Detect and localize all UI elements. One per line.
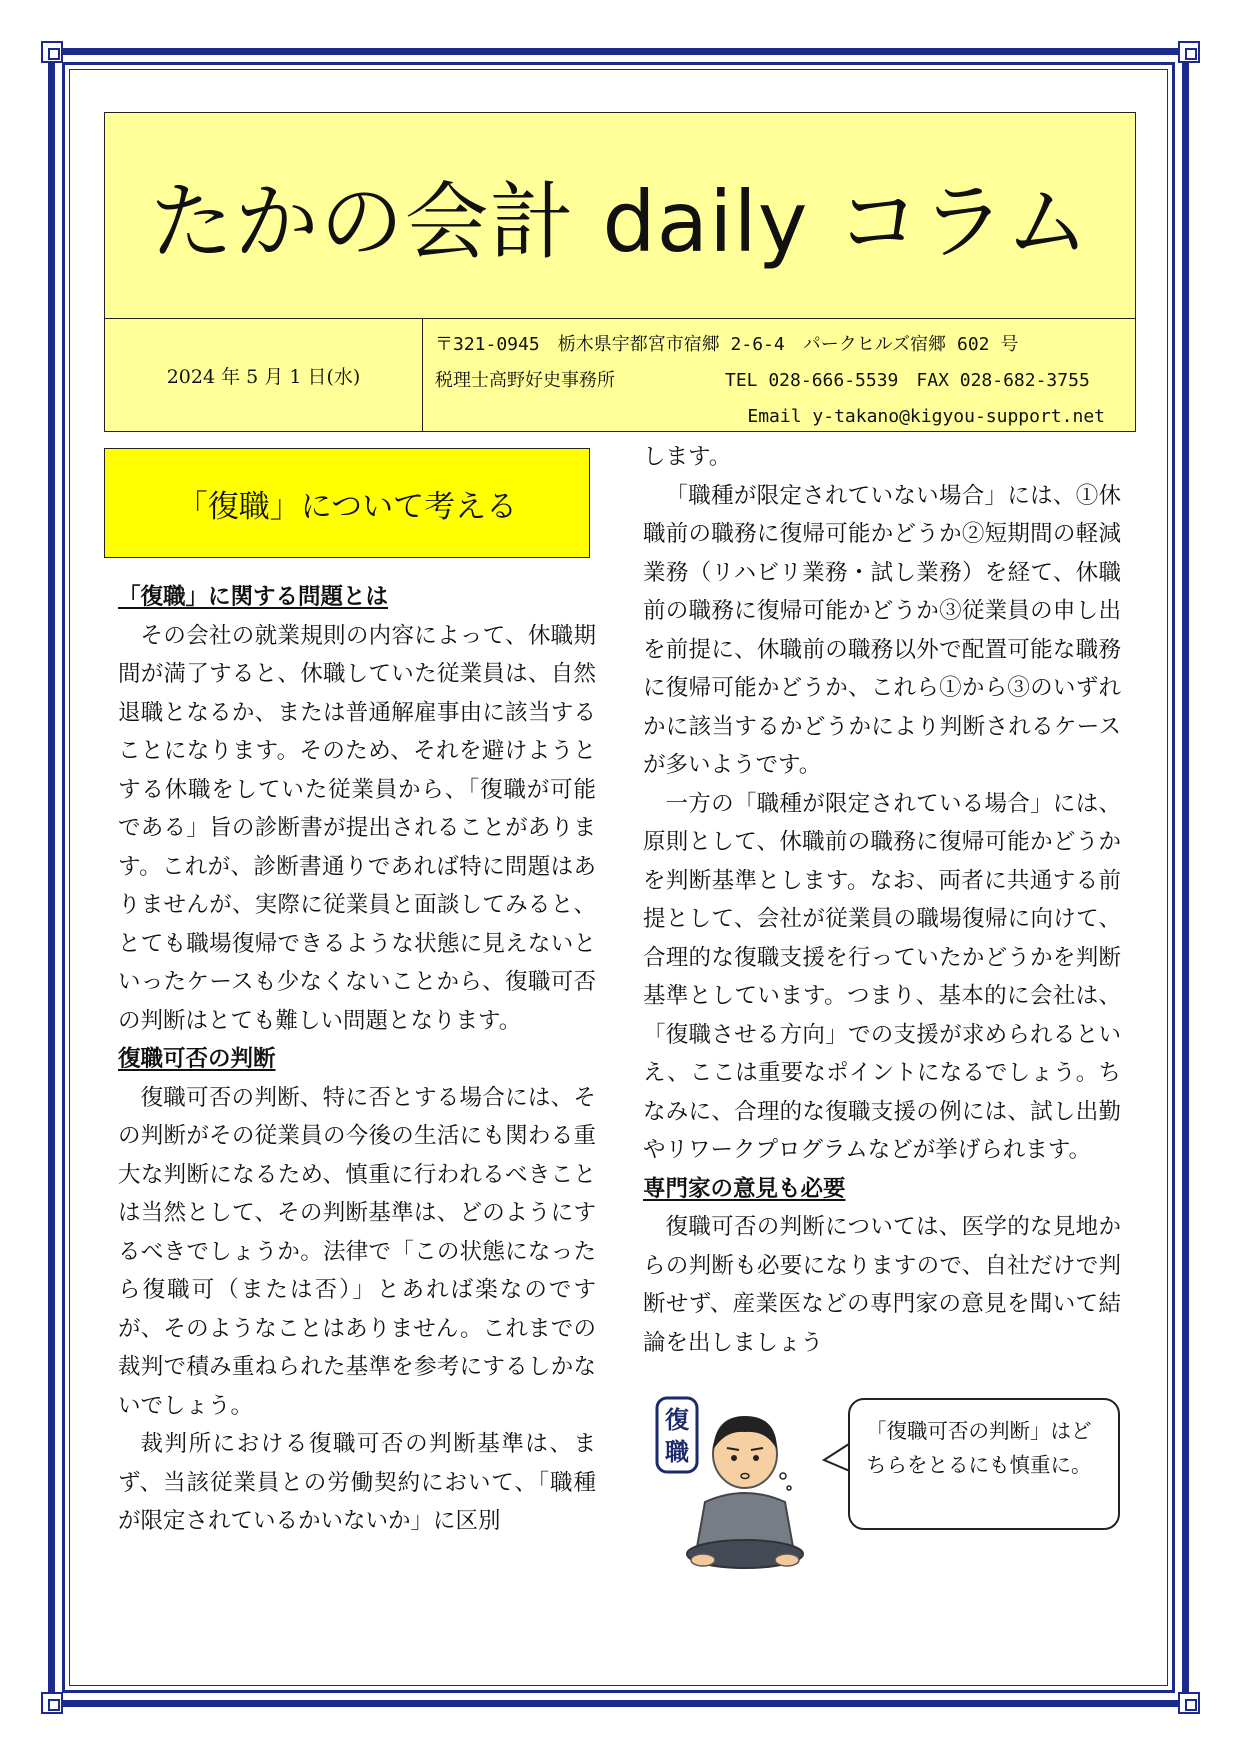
article-column-left	[118, 578, 596, 1541]
section-heading: 復職可否の判断	[118, 1046, 276, 1072]
article-column-right	[643, 438, 1121, 1362]
office-tel-fax: TEL 028-666-5539 FAX 028-682-3755	[725, 370, 1090, 391]
section-heading: 「復職」に関する問題とは	[118, 584, 389, 610]
issue-date: 2024 年 5 月 1 日(水)	[105, 319, 423, 431]
section-heading: 専門家の意見も必要	[643, 1175, 846, 1202]
paragraph: 一方の「職種が限定されている場合」には、原則として、休職前の職務に復帰可能かどうかを判断基準とします。なお、両者に共通する前提として、会社が従業員の職場復帰に向けて、合理的な復職支援を行っていたかどうかを判断基準としています。つまり、基本的に会社は、「復職させる方向」での支援が求められるといえ、ここは重要なポイントになるでしょう。ちなみに、合理的な復職支援の例には、試し出勤やリワークプログラムなどが挙げられます。	[643, 790, 1121, 1163]
office-address: 〒321-0945 栃木県宇都宮市宿郷 2-6-4 パークヒルズ宿郷 602 号	[435, 334, 1019, 355]
worried-person-illustration	[655, 1392, 805, 1572]
corner-ornament-top-left	[41, 41, 63, 63]
office-contact-info	[435, 327, 1125, 435]
sign-char: 復	[665, 1406, 689, 1434]
office-email: Email y-takano@kigyou-support.net	[747, 406, 1105, 427]
paragraph: 「職種が限定されていない場合」には、①休職前の職務に復帰可能かどうか②短期間の軽減業務（リハビリ業務・試し業務）を経て、休職前の職務に復帰可能かどうか③従業員の申し出を前提に、休職前の職務以外で配置可能な職務に復帰可能かどうか、これら①から③のいずれかに該当するかどうかにより判断されるケースが多いようです。	[643, 482, 1121, 778]
paragraph: 復職可否の判断については、医学的な見地からの判断も必要になりますので、自社だけで判断せず、産業医などの専門家の意見を聞いて結論を出しましょう	[643, 1214, 1121, 1356]
paragraph: 復職可否の判断、特に否とする場合には、その判断がその従業員の今後の生活にも関わる重大な判断になるため、慎重に行われるべきことは当然として、その判断基準は、どのようにするべきでしょうか。法律で「この状態になったら復職可（または否）」とあれば楽なのですが、そのようなことはありません。これまでの裁判で積み重ねられた基準を参考にするしかないでしょう。	[118, 1084, 596, 1419]
sign-char: 職	[665, 1438, 689, 1466]
corner-ornament-bottom-right	[1178, 1692, 1200, 1714]
speech-bubble: 「復職可否の判断」はどちらをとるにも慎重に。	[848, 1398, 1120, 1530]
paragraph: その会社の就業規則の内容によって、休職期間が満了すると、休職していた従業員は、自然退職となるか、または普通解雇事由に該当することになります。そのため、それを避けようとする休職をしていた従業員から、「復職が可能である」旨の診断書が提出されることがあります。これが、診断書通りであれば特に問題はありませんが、実際に従業員と面談してみると、とても職場復帰できるような状態に見えないといったケースも少なくないことから、復職可否の判断はとても難しい問題となります。	[118, 622, 596, 1034]
paragraph: 裁判所における復職可否の判断基準は、まず、当該従業員との労働契約において、「職種が限定されているかいないか」に区別	[118, 1431, 596, 1534]
corner-ornament-bottom-left	[41, 1692, 63, 1714]
topic-title: 「復職」について考える	[104, 448, 590, 558]
paragraph-continued: します。	[643, 444, 732, 470]
newsletter-title: たかの会計 daily コラム	[105, 113, 1135, 319]
newsletter-header	[104, 112, 1136, 432]
office-name: 税理士高野好史事務所	[435, 370, 615, 391]
corner-ornament-top-right	[1178, 41, 1200, 63]
office-phone-row	[435, 363, 1125, 399]
